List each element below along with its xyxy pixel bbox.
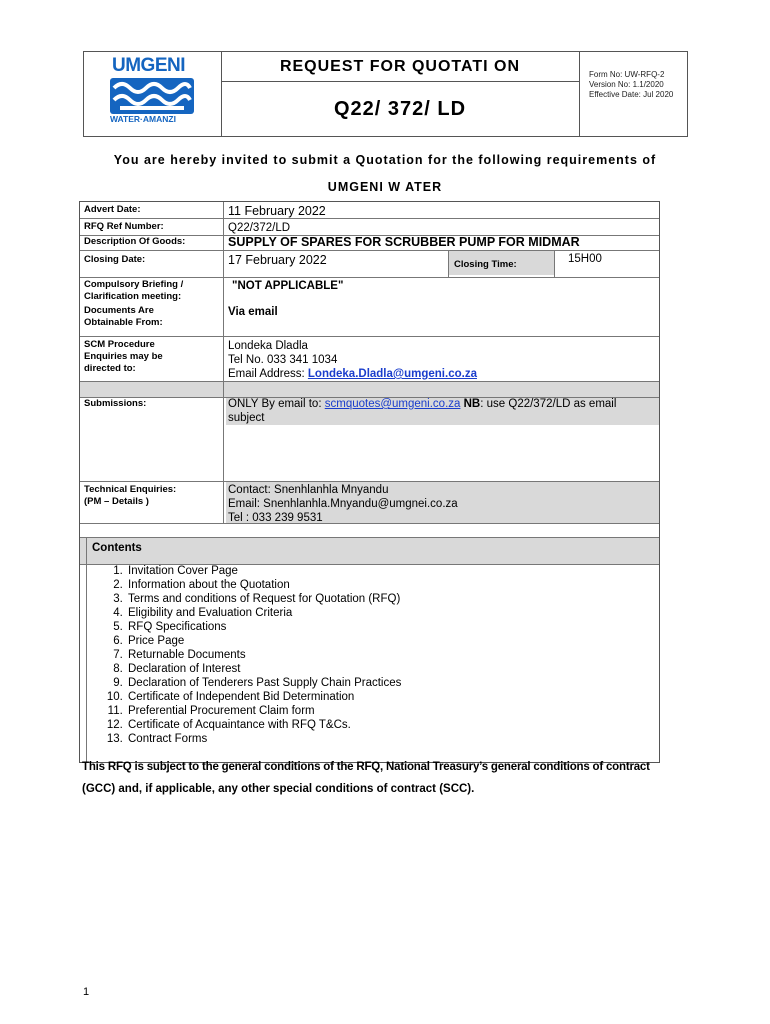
form-number: Form No: UW-RFQ-2 (589, 70, 665, 79)
briefing-value: "NOT APPLICABLE" (232, 280, 344, 292)
contents-list (104, 564, 401, 746)
rfq-details-table (79, 201, 660, 763)
contents-item: 11. Preferential Procurement Claim form (126, 704, 401, 718)
document-title: REQUEST FOR QUOTATI ON (221, 52, 579, 82)
intro-line-2: UMGENI W ATER (327, 180, 443, 194)
logo-subtitle: WATER·AMANZI (110, 114, 176, 124)
tech-label-line-1: Technical Enquiries: (84, 484, 177, 495)
version-number: Version No: 1.1/2020 (589, 80, 664, 89)
effective-date: Effective Date: Jul 2020 (589, 90, 674, 99)
contents-item: 1. Invitation Cover Page (126, 564, 401, 578)
submissions-line-1 (228, 397, 616, 411)
contents-heading-shade (80, 537, 659, 564)
contents-item: 5. RFQ Specifications (126, 620, 401, 634)
scm-contact-name: Londeka Dladla (228, 340, 308, 352)
tech-contact: Contact: Snenhlanhla Mnyandu (228, 484, 389, 496)
separator-row (80, 381, 659, 397)
documents-value: Via email (228, 306, 278, 318)
scm-contact-tel: Tel No. 033 341 1034 (228, 354, 338, 366)
tech-label-line-2: (PM – Details ) (84, 496, 149, 507)
contents-heading: Contents (92, 542, 142, 554)
documents-label-line-1: Documents Are (84, 305, 154, 316)
scm-label-line-3: directed to: (84, 363, 136, 374)
scm-email-prefix: Email Address: (228, 368, 308, 380)
briefing-label-line-2: Clarification meeting: (84, 291, 182, 302)
contents-item: 2. Information about the Quotation (126, 578, 401, 592)
closing-time-label: Closing Time: (454, 259, 517, 270)
closing-date-value: 17 February 2022 (228, 253, 327, 267)
logo-cell (84, 52, 222, 136)
contents-item: 6. Price Page (126, 634, 401, 648)
page-number: 1 (83, 986, 90, 998)
document-header (83, 51, 688, 137)
closing-time-value: 15H00 (568, 253, 602, 265)
description-label: Description Of Goods: (84, 236, 186, 247)
documents-label-line-2: Obtainable From: (84, 317, 163, 328)
conditions-line-2: (GCC) and, if applicable, any other special conditions of contract (SCC). (82, 783, 475, 795)
submissions-label: Submissions: (84, 398, 147, 409)
tech-tel: Tel : 033 239 9531 (228, 512, 323, 524)
submissions-line-2: subject (228, 412, 265, 424)
scm-label-line-2: Enquiries may be (84, 351, 163, 362)
closing-date-label: Closing Date: (84, 254, 146, 265)
water-waves-icon (110, 78, 194, 114)
contents-item: 8. Declaration of Interest (126, 662, 401, 676)
submissions-email-link[interactable]: scmquotes@umgeni.co.za (324, 398, 461, 410)
rfq-reference: Q22/ 372/ LD (333, 98, 467, 120)
title-cell (221, 52, 580, 136)
intro-line-1: You are hereby invited to submit a Quotation for the following requirements of (113, 153, 657, 167)
rfq-ref-label: RFQ Ref Number: (84, 221, 164, 232)
tech-email: Email: Snenhlanhla.Mnyandu@umgnei.co.za (228, 498, 458, 510)
submissions-nb: NB (463, 398, 481, 410)
conditions-line-1: This RFQ is subject to the general conditions of the RFQ, National Treasury’s general conditions of contract (82, 761, 650, 773)
submissions-text-1: ONLY By email to: (228, 398, 325, 410)
contents-item: 3. Terms and conditions of Request for Quotation (RFQ) (126, 592, 401, 606)
form-info (589, 70, 673, 100)
scm-label-line-1: SCM Procedure (84, 339, 155, 350)
contents-item: 12. Certificate of Acquaintance with RFQ T&Cs. (126, 718, 401, 732)
logo-name: UMGENI (112, 55, 185, 76)
contents-item: 7. Returnable Documents (126, 648, 401, 662)
contents-item: 9. Declaration of Tenderers Past Supply Chain Practices (126, 676, 401, 690)
rfq-ref-value: Q22/372/LD (228, 222, 291, 234)
description-value: SUPPLY OF SPARES FOR SCRUBBER PUMP FOR MIDMAR (228, 235, 580, 249)
contents-item: 4. Eligibility and Evaluation Criteria (126, 606, 401, 620)
submissions-text-2: : use Q22/372/LD as email (480, 398, 617, 410)
advert-date-value: 11 February 2022 (228, 204, 326, 218)
contents-item: 10. Certificate of Independent Bid Determination (126, 690, 401, 704)
briefing-label-line-1: Compulsory Briefing / (84, 279, 184, 290)
contents-item: 13. Contract Forms (126, 732, 401, 746)
scm-contact-email-line (228, 367, 477, 381)
advert-date-label: Advert Date: (84, 204, 141, 215)
scm-email-link[interactable]: Londeka.Dladla@umgeni.co.za (307, 368, 477, 380)
